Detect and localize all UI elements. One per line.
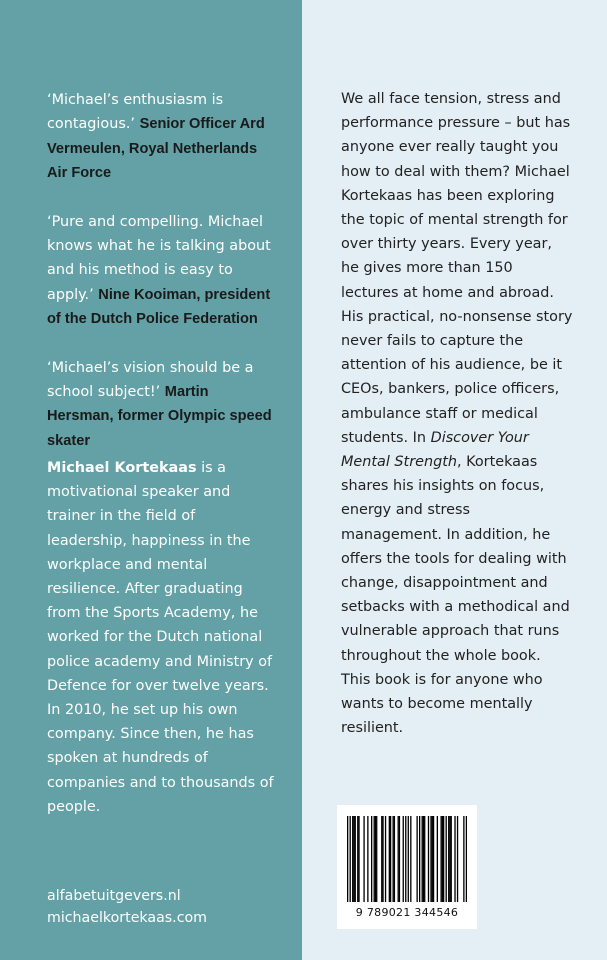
book-title: Discover Your Mental Strength [341,429,529,471]
barcode-bar [430,816,431,902]
barcode-bar [451,816,452,902]
barcode-bar [389,816,390,902]
barcode-bar [454,816,455,902]
barcode-bar [466,816,467,902]
barcode-bar [416,816,417,902]
barcode-bar [363,816,364,902]
isbn-number: 9 789021 344546 [355,906,459,919]
quote-attribution: Senior Officer Ard Vermeulen, Royal Netherlands Air Force [47,116,265,182]
quote-text: ‘Pure and compelling. Michael knows what he is talking about and his method is easy to apply.’ [47,213,271,303]
barcode-bar [390,816,391,902]
author-bio-text: is a motivational speaker and trainer in the field of leadership, happiness in the workplace and mental resilience. After graduating from the Sports Academy, he worked for the Dutch national police academy and Ministry of Defence for over twelve years. In 2010, he set up his own company. Since then, he has spoken at hundreds of companies and to thousands of people. [47,460,274,815]
barcode-bar [419,816,420,902]
barcode-bar [428,816,429,902]
quote-attribution: Martin Hersman, former Olympic speed skater [47,384,272,449]
barcode-bar [448,816,449,902]
author-bio [47,456,279,819]
barcode-bar [394,816,395,902]
barcode-bar [357,816,358,902]
barcode-bar [405,816,406,902]
barcode-bar [410,816,411,902]
endorsement-quote [47,356,277,454]
barcode-bar [371,816,372,902]
barcode-bar [381,816,382,902]
barcode-bar [432,816,433,902]
barcode-bars [347,816,467,902]
publisher-website[interactable]: alfabetuitgevers.nl [47,888,181,904]
book-blurb [341,87,573,740]
barcode-bar [350,816,351,902]
barcode [337,805,477,929]
barcode-bar [457,816,458,902]
barcode-bar [437,816,438,902]
endorsements [47,88,277,477]
endorsement-quote [47,210,277,332]
barcode-bar [423,816,424,902]
author-name: Michael Kortekaas [47,460,197,476]
barcode-bar [442,816,443,902]
barcode-bar [347,816,348,902]
barcode-bar [353,816,354,902]
barcode-bar [358,816,359,902]
quote-attribution: Nine Kooiman, president of the Dutch Police Federation [47,286,271,328]
barcode-bar [440,816,441,902]
barcode-bar [424,816,425,902]
barcode-bar [367,816,368,902]
barcode-bar [443,816,444,902]
barcode-bar [403,816,404,902]
barcode-bar [392,816,393,902]
barcode-bar [352,816,353,902]
barcode-bar [408,816,409,902]
barcode-bar [382,816,383,902]
barcode-bar [399,816,400,902]
barcode-bar [374,816,375,902]
barcode-bar [463,816,464,902]
barcode-bar [446,816,447,902]
barcode-bar [376,816,377,902]
barcode-bar [385,816,386,902]
left-panel [0,0,302,960]
barcode-bar [433,816,434,902]
blurb-text-1: We all face tension, stress and performance pressure – but has anyone ever really taught you how to deal with them? Michael Kortekaas has been exploring the topic of mental strength for over thirty years. Every year, he gives more than 150 lectures at home and abroad. His practical, no-nonsense story never fails to capture the attention of his audience, be it CEOs, bankers, police officers, ambulance staff or medical students. In [341,91,573,446]
quote-text: ‘Michael’s vision should be a school subject!’ [47,359,254,401]
barcode-bar [398,816,399,902]
barcode-bar [422,816,423,902]
websites [47,885,287,929]
quote-text: ‘Michael’s enthusiasm is contagious.’ [47,92,224,133]
barcode-bar [375,816,376,902]
barcode-bar [449,816,450,902]
author-website[interactable]: michaelkortekaas.com [47,910,207,926]
barcode-bar [355,816,356,902]
endorsement-quote [47,88,277,186]
blurb-text-2: , Kortekaas shares his insights on focus, energy and stress management. In addition, he offers the tools for dealing with change, disappointment and setbacks with a methodical and vulnerable approach that runs throughout the whole book. This book is for anyone who wants to become mentally resilient. [341,454,570,737]
